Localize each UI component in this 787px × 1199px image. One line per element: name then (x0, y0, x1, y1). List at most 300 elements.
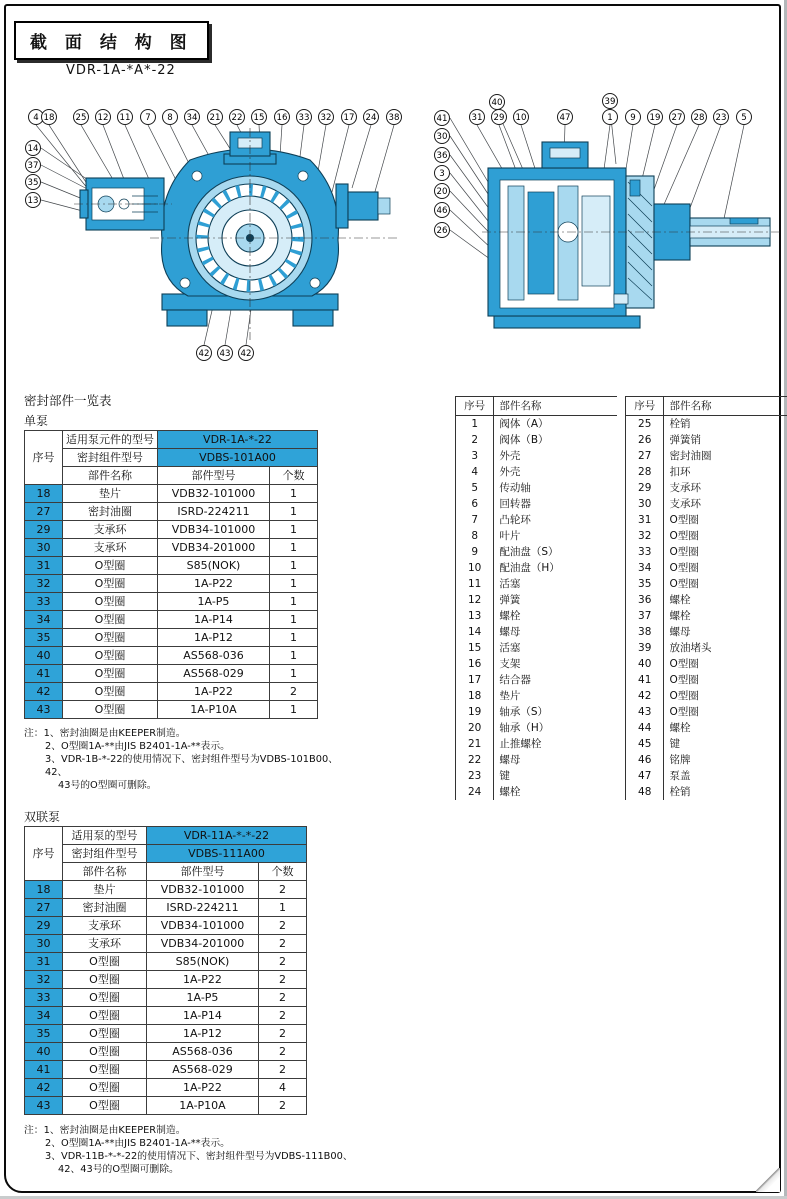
part-name-cell: 铭牌 (669, 754, 691, 766)
table-row (25, 593, 318, 611)
callout (435, 184, 450, 199)
callout (297, 110, 312, 125)
list-item (626, 480, 787, 496)
double-pump-seal-table (24, 826, 307, 1115)
list-item (456, 576, 618, 592)
callout (492, 110, 507, 125)
part-name-cell: O型圈 (63, 665, 158, 683)
pump-model-title: VDR-1A-*A*-22 (66, 63, 176, 78)
svg-text:21: 21 (209, 113, 221, 123)
table-row (25, 1061, 307, 1079)
part-name-cell: 螺母 (669, 626, 691, 638)
part-name-cell: O型圈 (63, 1097, 147, 1115)
table-row (25, 485, 318, 503)
seq-cell: 32 (25, 971, 63, 989)
part-name-cell: 叶片 (499, 530, 521, 542)
table-row (25, 1007, 307, 1025)
table-row (25, 701, 318, 719)
list-item (626, 512, 787, 528)
callout (435, 203, 450, 218)
callout (319, 110, 334, 125)
svg-text:35: 35 (27, 178, 39, 188)
callout (558, 110, 573, 125)
seq-cell: 8 (456, 528, 494, 544)
seq-cell: 42 (626, 688, 664, 704)
svg-text:9: 9 (630, 113, 636, 123)
svg-text:30: 30 (436, 132, 448, 142)
callout (435, 129, 450, 144)
shaft-end (378, 198, 390, 214)
table-row (25, 557, 318, 575)
list-item (456, 768, 618, 784)
part-name-cell: 轴承（H） (499, 722, 550, 734)
qty-cell: 1 (270, 665, 318, 683)
seq-cell: 33 (25, 989, 63, 1007)
list-item (626, 784, 787, 800)
part-name-cell: O型圈 (669, 530, 699, 542)
part-name-cell: 弹簧销 (669, 434, 701, 446)
seq-cell: 35 (25, 629, 63, 647)
seq-header-cell: 序号 (456, 397, 494, 416)
seq-cell: 39 (626, 640, 664, 656)
list-item (626, 720, 787, 736)
qty-cell: 2 (259, 1061, 307, 1079)
svg-text:16: 16 (276, 113, 288, 123)
list-item (456, 720, 618, 736)
qty-cell: 1 (270, 701, 318, 719)
table-row (25, 665, 318, 683)
seq-cell: 34 (626, 560, 664, 576)
seal-parts-list-title: 密封部件一览表 (24, 393, 112, 408)
list-item (456, 560, 618, 576)
part-model-cell: 1A-P14 (147, 1007, 259, 1025)
part-name-cell: O型圈 (63, 953, 147, 971)
seq-cell: 22 (456, 752, 494, 768)
table-row (25, 521, 318, 539)
part-name-cell: O型圈 (669, 546, 699, 558)
seq-cell: 34 (25, 1007, 63, 1025)
single-pump-label: 单泵 (24, 414, 49, 428)
list-item (626, 608, 787, 624)
note-line: 3、VDR-1B-*-22的使用情况下、密封组件型号为VDBS-101B00、42、 (45, 754, 338, 778)
pump-front-section-diagram (0, 88, 430, 383)
part-model-header-cell: 部件型号 (158, 467, 270, 485)
svg-text:36: 36 (436, 151, 448, 161)
qty-cell: 2 (259, 1025, 307, 1043)
seq-cell: 23 (456, 768, 494, 784)
table-row (25, 629, 318, 647)
seq-cell: 4 (456, 464, 494, 480)
part-name-cell: 轴承（S） (499, 706, 549, 718)
svg-text:12: 12 (97, 113, 109, 123)
seq-cell: 31 (25, 953, 63, 971)
callout (435, 111, 450, 126)
list-item (456, 528, 618, 544)
note-line: 2、O型圈1A-**由JIS B2401-1A-**表示。 (45, 741, 230, 752)
svg-text:37: 37 (27, 161, 39, 171)
seq-cell: 44 (626, 720, 664, 736)
list-item (626, 560, 787, 576)
part-model-cell: VDB34-101000 (147, 917, 259, 935)
part-name-cell: 密封油圈 (63, 503, 158, 521)
callout (737, 110, 752, 125)
part-name-header-cell: 部件名称 (63, 863, 147, 881)
seq-cell: 29 (25, 917, 63, 935)
callout (208, 110, 223, 125)
pump-model-value-cell: VDR-1A-*-22 (158, 431, 318, 449)
qty-cell: 1 (270, 503, 318, 521)
part-name-cell: O型圈 (669, 674, 699, 686)
svg-text:20: 20 (436, 187, 448, 197)
qty-cell: 2 (259, 917, 307, 935)
list-item (626, 592, 787, 608)
part-name-cell: 螺栓 (669, 594, 691, 606)
pump-model-label-cell: 适用泵的型号 (63, 827, 147, 845)
part-name-cell: 支承环 (669, 482, 701, 494)
callout (26, 175, 41, 190)
seq-cell: 30 (626, 496, 664, 512)
part-name-cell: O型圈 (669, 562, 699, 574)
table-row (25, 917, 307, 935)
callout (514, 110, 529, 125)
svg-text:11: 11 (119, 113, 131, 123)
part-name-cell: O型圈 (63, 683, 158, 701)
qty-cell: 2 (259, 1043, 307, 1061)
page-curl (756, 1168, 780, 1192)
list-item (626, 432, 787, 448)
part-model-cell: 1A-P22 (147, 971, 259, 989)
part-model-cell: 1A-P5 (147, 989, 259, 1007)
seq-cell: 29 (626, 480, 664, 496)
part-name-cell: O型圈 (63, 1079, 147, 1097)
note-line: 42、43号的O型圈可删除。 (58, 1164, 179, 1175)
list-item (626, 624, 787, 640)
part-model-cell: VDB32-101000 (158, 485, 270, 503)
seq-cell: 33 (25, 593, 63, 611)
part-name-cell: O型圈 (669, 578, 699, 590)
part-name-cell: 栓销 (669, 786, 691, 798)
part-model-cell: VDB34-201000 (158, 539, 270, 557)
svg-text:7: 7 (145, 113, 151, 123)
seq-cell: 32 (25, 575, 63, 593)
seq-cell: 21 (456, 736, 494, 752)
pump-base (494, 316, 640, 328)
list-item (626, 544, 787, 560)
svg-text:5: 5 (741, 113, 747, 123)
part-name-cell: 活塞 (499, 642, 521, 654)
svg-text:42: 42 (198, 349, 210, 359)
svg-text:42: 42 (240, 349, 252, 359)
parts-list-left-group (455, 396, 617, 800)
drain-plug (614, 294, 628, 304)
callout (26, 193, 41, 208)
qty-cell: 2 (259, 953, 307, 971)
parts-name-list (455, 396, 787, 800)
list-item (626, 656, 787, 672)
svg-text:26: 26 (436, 226, 448, 236)
list-item (456, 544, 618, 560)
seq-cell: 35 (626, 576, 664, 592)
valve-plate-h (558, 186, 578, 300)
table-row (25, 953, 307, 971)
callout (470, 110, 485, 125)
seq-cell: 29 (25, 521, 63, 539)
part-name-cell: 回转器 (499, 498, 531, 510)
svg-text:15: 15 (253, 113, 265, 123)
part-name-cell: 键 (669, 738, 680, 750)
svg-text:43: 43 (219, 349, 231, 359)
part-model-cell: AS568-036 (158, 647, 270, 665)
pump-foot (167, 310, 207, 326)
callout (163, 110, 178, 125)
double-pump-label: 双联泵 (24, 810, 61, 824)
svg-text:1: 1 (607, 113, 613, 123)
part-name-cell: 密封油圈 (63, 899, 147, 917)
single-pump-notes (24, 727, 354, 792)
seq-cell: 27 (25, 899, 63, 917)
valve-plate-s (508, 186, 524, 300)
list-item (626, 416, 787, 433)
part-model-header-cell: 部件型号 (147, 863, 259, 881)
part-name-cell: 支承环 (63, 917, 147, 935)
list-item (626, 768, 787, 784)
top-port-opening (550, 148, 580, 158)
seq-header-cell: 序号 (25, 431, 63, 485)
part-name-cell: 凸轮环 (499, 514, 531, 526)
part-name-cell: 配油盘（H） (499, 562, 560, 574)
seq-cell: 13 (456, 608, 494, 624)
part-name-cell: 扣环 (669, 466, 691, 478)
seq-cell: 30 (25, 539, 63, 557)
part-name-cell: 螺母 (499, 754, 521, 766)
pump-front-view-art (74, 128, 398, 340)
parts-header-row (626, 397, 787, 416)
part-name-header-cell: 部件名称 (494, 397, 617, 416)
list-item (456, 736, 618, 752)
seq-cell: 33 (626, 544, 664, 560)
list-item (456, 448, 618, 464)
part-name-cell: 结合器 (499, 674, 531, 686)
callout (692, 110, 707, 125)
part-name-cell: 螺栓 (499, 786, 521, 798)
part-name-cell: 外壳 (499, 466, 521, 478)
part-name-cell: 止推螺栓 (499, 738, 542, 750)
callout (252, 110, 267, 125)
part-name-cell: O型圈 (669, 706, 699, 718)
seq-cell: 7 (456, 512, 494, 528)
svg-text:19: 19 (649, 113, 661, 123)
seq-cell: 35 (25, 1025, 63, 1043)
list-item (626, 736, 787, 752)
shaft-key (730, 218, 758, 224)
svg-text:38: 38 (388, 113, 400, 123)
seq-cell: 46 (626, 752, 664, 768)
pump-side-section-diagram (430, 88, 787, 383)
part-name-cell: O型圈 (63, 611, 158, 629)
seq-cell: 5 (456, 480, 494, 496)
list-item (626, 528, 787, 544)
svg-text:25: 25 (75, 113, 87, 123)
part-name-cell: O型圈 (669, 658, 699, 670)
table-row (25, 881, 307, 899)
list-item (456, 624, 618, 640)
seq-cell: 20 (456, 720, 494, 736)
svg-text:3: 3 (439, 169, 445, 179)
svg-text:4: 4 (33, 113, 39, 123)
qty-cell: 1 (270, 575, 318, 593)
seq-cell: 25 (626, 416, 664, 433)
part-model-cell: S85(NOK) (147, 953, 259, 971)
svg-text:17: 17 (343, 113, 355, 123)
list-item (456, 640, 618, 656)
svg-text:18: 18 (43, 113, 55, 123)
callout (239, 346, 254, 361)
qty-cell: 1 (270, 539, 318, 557)
seq-cell: 40 (25, 647, 63, 665)
part-name-cell: O型圈 (63, 971, 147, 989)
qty-cell: 1 (270, 629, 318, 647)
seq-cell: 27 (626, 448, 664, 464)
seq-cell: 43 (25, 1097, 63, 1115)
callout (230, 110, 245, 125)
svg-text:31: 31 (471, 113, 483, 123)
svg-text:41: 41 (436, 114, 448, 124)
callout (603, 94, 618, 109)
seq-cell: 32 (626, 528, 664, 544)
seq-cell: 17 (456, 672, 494, 688)
callout (342, 110, 357, 125)
seal-kit-value-cell: VDBS-101A00 (158, 449, 318, 467)
list-item (456, 608, 618, 624)
part-model-cell: 1A-P10A (158, 701, 270, 719)
qty-cell: 2 (259, 971, 307, 989)
rotor-section (528, 192, 554, 294)
callout (626, 110, 641, 125)
callout (490, 95, 505, 110)
qty-cell: 1 (270, 557, 318, 575)
seq-cell: 31 (626, 512, 664, 528)
qty-cell: 1 (259, 899, 307, 917)
qty-cell: 2 (259, 881, 307, 899)
seq-header-cell: 序号 (626, 397, 664, 416)
qty-cell: 2 (259, 989, 307, 1007)
note-line: 注：1、密封油圈是由KEEPER制造。 (24, 1125, 186, 1136)
svg-text:39: 39 (604, 97, 616, 107)
seq-cell: 41 (25, 665, 63, 683)
part-name-cell: O型圈 (63, 701, 158, 719)
seq-cell: 1 (456, 416, 494, 433)
list-item (626, 704, 787, 720)
part-name-cell: 螺栓 (669, 610, 691, 622)
list-item (456, 416, 618, 433)
seq-cell: 34 (25, 611, 63, 629)
callout (26, 141, 41, 156)
bolt (310, 278, 320, 288)
seq-cell: 41 (626, 672, 664, 688)
seq-cell: 47 (626, 768, 664, 784)
svg-text:27: 27 (671, 113, 683, 123)
seq-cell: 24 (456, 784, 494, 800)
svg-text:29: 29 (493, 113, 505, 123)
list-item (626, 640, 787, 656)
list-item (456, 672, 618, 688)
qty-cell: 4 (259, 1079, 307, 1097)
qty-cell: 2 (259, 935, 307, 953)
list-item (456, 656, 618, 672)
seq-cell: 11 (456, 576, 494, 592)
qty-cell: 1 (270, 647, 318, 665)
part-name-cell: 螺栓 (669, 722, 691, 734)
svg-text:22: 22 (231, 113, 243, 123)
part-name-cell: 活塞 (499, 578, 521, 590)
seq-cell: 26 (626, 432, 664, 448)
seq-cell: 16 (456, 656, 494, 672)
callout (74, 110, 89, 125)
list-item (456, 432, 618, 448)
table-row (25, 971, 307, 989)
svg-text:13: 13 (27, 196, 39, 206)
seq-cell: 18 (25, 485, 63, 503)
list-item (626, 576, 787, 592)
seq-cell: 43 (626, 704, 664, 720)
callout (435, 148, 450, 163)
qty-cell: 2 (259, 1007, 307, 1025)
part-name-cell: 支承环 (63, 539, 158, 557)
part-name-cell: O型圈 (63, 575, 158, 593)
seq-cell: 9 (456, 544, 494, 560)
part-name-cell: O型圈 (63, 557, 158, 575)
table-row (25, 899, 307, 917)
callout (26, 158, 41, 173)
seq-cell: 30 (25, 935, 63, 953)
part-name-cell: 支承环 (63, 935, 147, 953)
part-name-cell: 支承环 (669, 498, 701, 510)
part-name-cell: 外壳 (499, 450, 521, 462)
seq-cell: 27 (25, 503, 63, 521)
section-title: 截 面 结 构 图 (30, 33, 193, 53)
list-item (456, 512, 618, 528)
part-name-cell: 弹簧 (499, 594, 521, 606)
seq-cell: 48 (626, 784, 664, 800)
seq-cell: 18 (25, 881, 63, 899)
parts-list-right-group (625, 396, 787, 800)
part-model-cell: 1A-P10A (147, 1097, 259, 1115)
part-name-cell: 支承环 (63, 521, 158, 539)
seq-cell: 41 (25, 1061, 63, 1079)
table-row (25, 611, 318, 629)
callout (670, 110, 685, 125)
callout (435, 166, 450, 181)
table-row (25, 575, 318, 593)
pump-foot (293, 310, 333, 326)
qty-cell: 2 (270, 683, 318, 701)
callout (714, 110, 729, 125)
svg-text:23: 23 (715, 113, 727, 123)
part-model-cell: VDB34-101000 (158, 521, 270, 539)
double-pump-notes (24, 1124, 354, 1176)
part-name-cell: 垫片 (63, 485, 158, 503)
list-item (456, 464, 618, 480)
seq-cell: 45 (626, 736, 664, 752)
table-row (25, 1079, 307, 1097)
bolt (180, 278, 190, 288)
svg-text:24: 24 (365, 113, 377, 123)
qty-cell: 1 (270, 485, 318, 503)
list-item (456, 496, 618, 512)
section-title-box (14, 21, 209, 60)
svg-text:34: 34 (186, 113, 198, 123)
svg-text:10: 10 (515, 113, 527, 123)
